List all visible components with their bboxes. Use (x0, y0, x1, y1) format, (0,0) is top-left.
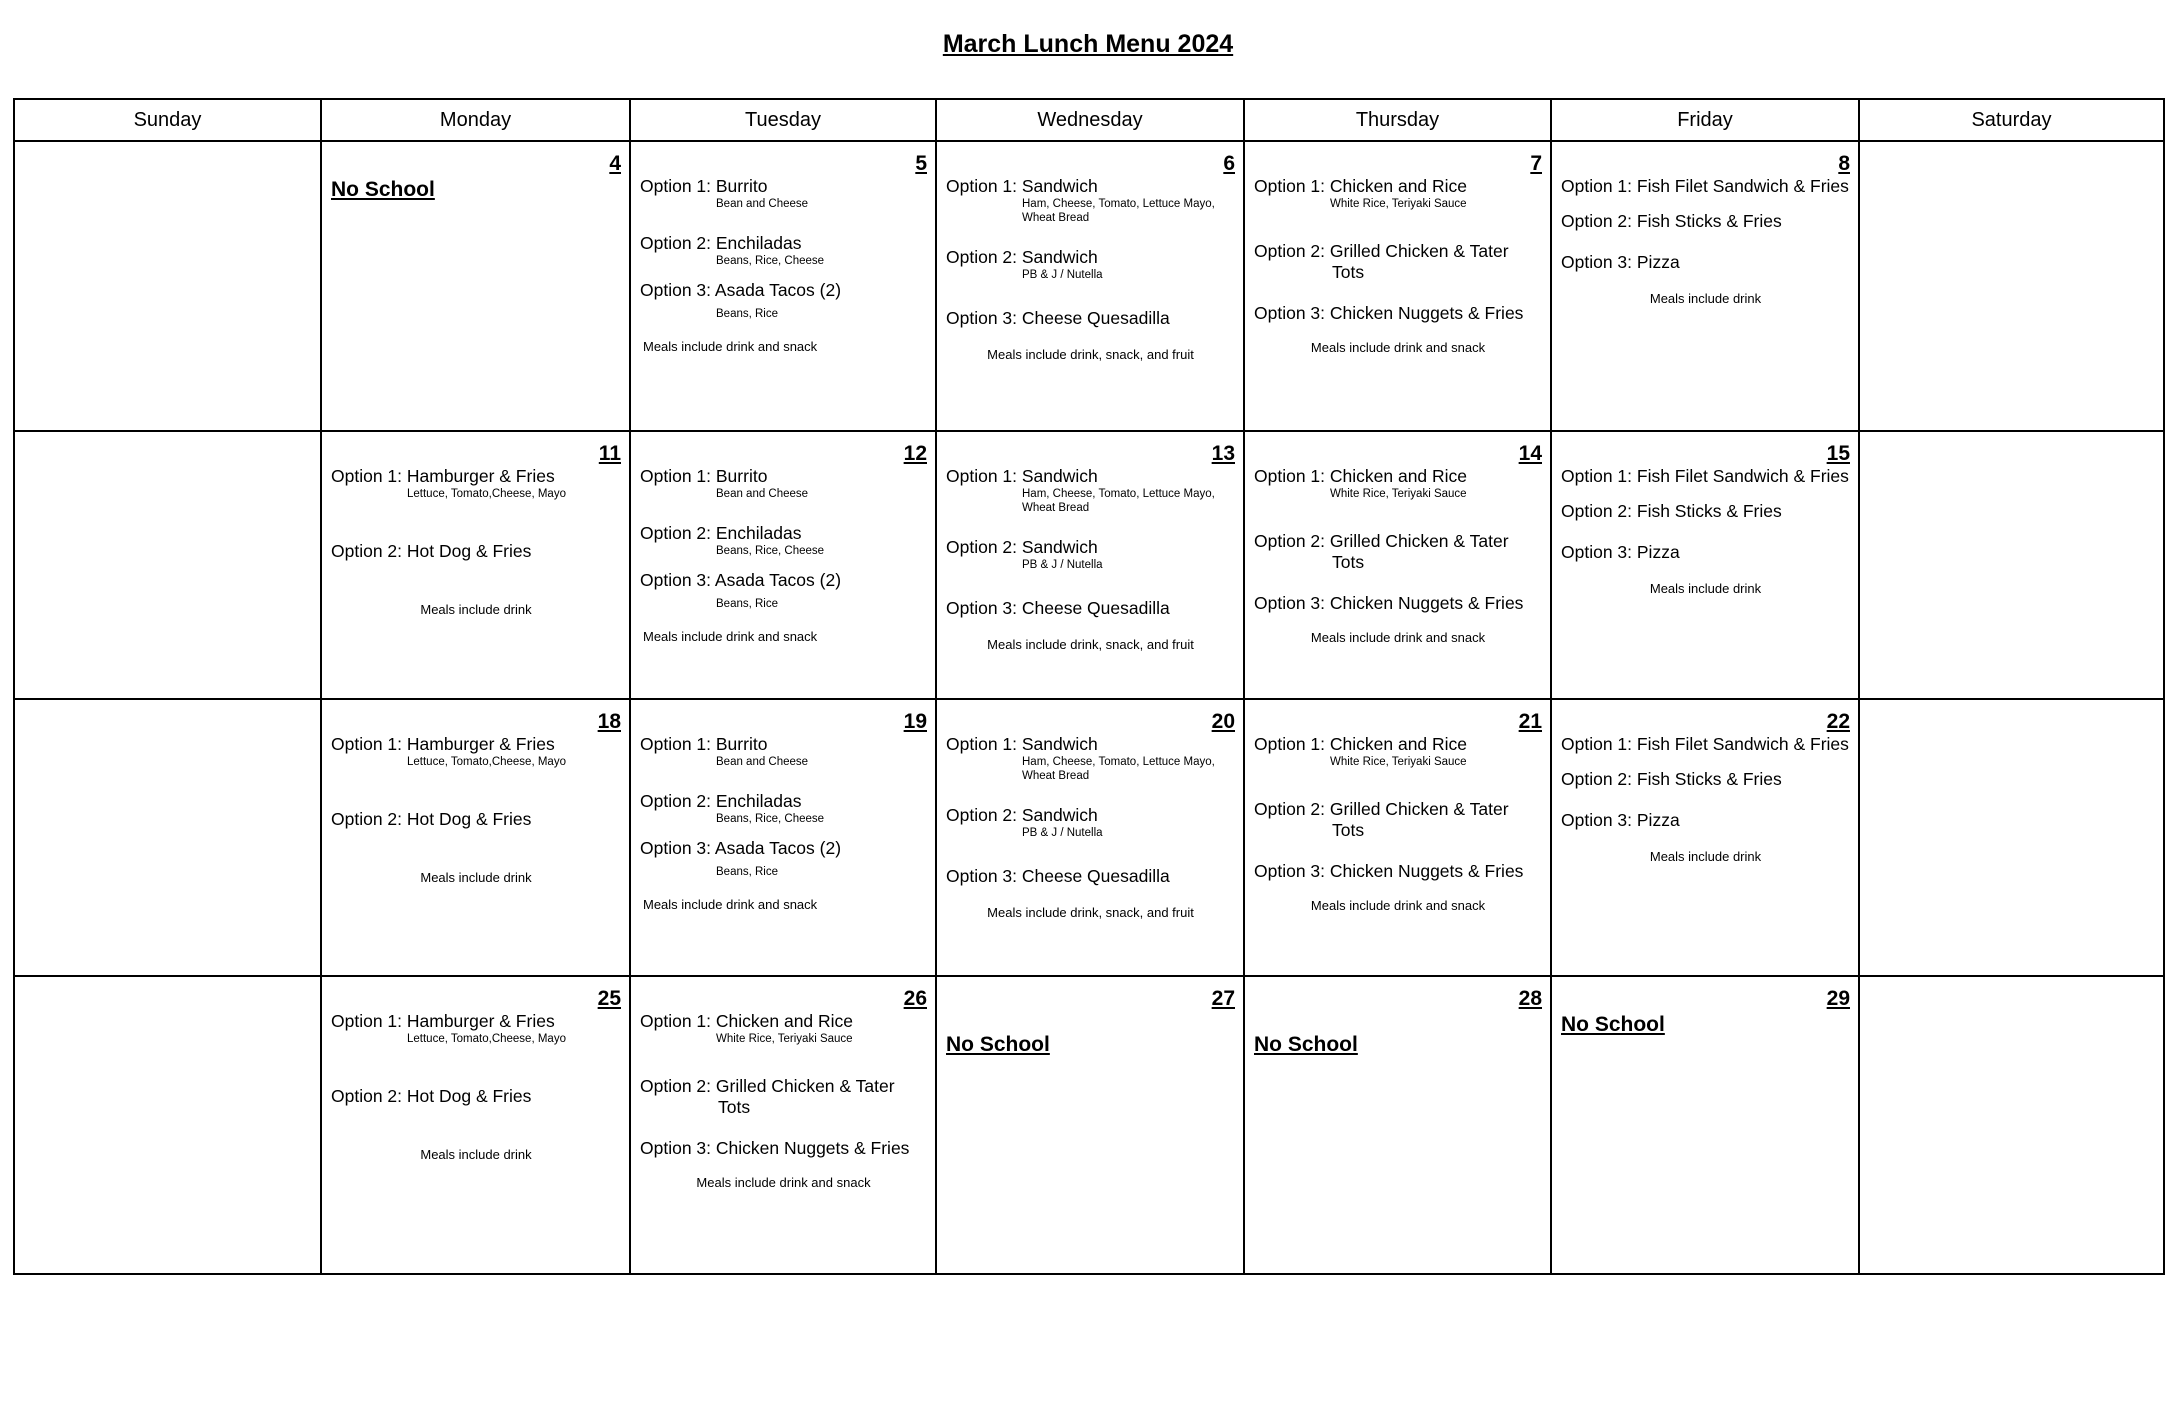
meal-note: Meals include drink, snack, and fruit (987, 637, 1194, 652)
day-number: 18 (597, 710, 621, 733)
day-cell (1551, 976, 1859, 1274)
meal-note: Meals include drink (1649, 849, 1762, 864)
day-number: 11 (598, 442, 621, 465)
day-cell (1551, 141, 1859, 431)
menu-option-details: White Rice, Teriyaki Sauce (1330, 198, 1467, 210)
week-row (14, 431, 2164, 699)
week-row (14, 976, 2164, 1274)
menu-option: Option 3: Chicken Nuggets & Fries (1254, 303, 1524, 323)
day-cell (1551, 699, 1859, 976)
menu-option: Option 2: Enchiladas (640, 233, 802, 253)
day-cell (630, 976, 936, 1274)
menu-option: Option 3: Pizza (1561, 252, 1680, 272)
menu-option: Option 3: Chicken Nuggets & Fries (1254, 593, 1524, 613)
meal-note: Meals include drink (420, 602, 532, 617)
menu-option: Option 1: Chicken and Rice (1254, 734, 1468, 754)
meal-note: Meals include drink, snack, and fruit (987, 905, 1194, 920)
meal-note: Meals include drink (1649, 581, 1762, 596)
day-cell-empty (1859, 431, 2164, 699)
menu-option-details: Lettuce, Tomato,Cheese, Mayo (407, 488, 566, 500)
menu-option-details: Lettuce, Tomato,Cheese, Mayo (407, 1033, 566, 1045)
day-cell-empty (14, 431, 321, 699)
menu-option: Option 3: Chicken Nuggets & Fries (1254, 861, 1524, 881)
day-cell-empty (14, 699, 321, 976)
day-number: 25 (597, 987, 621, 1010)
no-school-label: No School (331, 178, 435, 201)
menu-option-details: Beans, Rice (716, 866, 779, 878)
menu-option-details: Bean and Cheese (716, 198, 809, 210)
meal-note: Meals include drink (1649, 291, 1762, 306)
day-number: 14 (1518, 442, 1542, 465)
menu-option: Option 3: Chicken Nuggets & Fries (640, 1138, 910, 1158)
menu-option: Option 3: Asada Tacos (2) (640, 570, 842, 590)
day-cell (936, 976, 1244, 1274)
weekday-header: Thursday (1244, 99, 1551, 141)
day-cell-empty (14, 141, 321, 431)
menu-option-details: PB & J / Nutella (1022, 559, 1103, 571)
menu-option-details: White Rice, Teriyaki Sauce (1330, 488, 1467, 500)
menu-option: Option 1: Burrito (640, 734, 768, 754)
menu-option-details: Beans, Rice, Cheese (716, 813, 825, 825)
menu-option-details: Beans, Rice, Cheese (716, 255, 825, 267)
day-cell (321, 141, 630, 431)
day-number: 7 (1530, 152, 1542, 175)
menu-option: Option 1: Sandwich (946, 466, 1098, 486)
weekday-header: Friday (1551, 99, 1859, 141)
menu-option: Option 2: Sandwich (946, 805, 1098, 825)
menu-option: Option 1: Burrito (640, 466, 768, 486)
menu-option: Option 1: Chicken and Rice (1254, 176, 1468, 196)
menu-option: Option 1: Sandwich (946, 176, 1098, 196)
day-number: 22 (1826, 710, 1850, 733)
meal-note: Meals include drink (420, 1147, 532, 1162)
menu-option: Option 2: Fish Sticks & Fries (1561, 211, 1782, 231)
day-cell (1244, 141, 1551, 431)
weekday-header: Wednesday (936, 99, 1244, 141)
menu-option-details: White Rice, Teriyaki Sauce (716, 1033, 853, 1045)
weekday-header: Saturday (1859, 99, 2164, 141)
menu-option-details: Bean and Cheese (716, 488, 809, 500)
page-title: March Lunch Menu 2024 (942, 30, 1234, 58)
menu-option: Option 1: Fish Filet Sandwich & Fries (1561, 466, 1849, 486)
day-cell (630, 431, 936, 699)
menu-option-details: Lettuce, Tomato,Cheese, Mayo (407, 756, 566, 768)
menu-option: Option 1: Burrito (640, 176, 768, 196)
calendar-table (13, 98, 2165, 1275)
menu-option: Option 2: Hot Dog & Fries (331, 809, 532, 829)
menu-option: Option 3: Asada Tacos (2) (640, 280, 842, 300)
menu-option: Option 2: Grilled Chicken & Tater Tots (640, 1076, 895, 1117)
menu-option: Option 2: Grilled Chicken & Tater Tots (1254, 531, 1509, 572)
menu-option-details: Ham, Cheese, Tomato, Lettuce Mayo, Wheat Bread (1022, 488, 1215, 514)
menu-option: Option 2: Enchiladas (640, 791, 802, 811)
menu-option-details: PB & J / Nutella (1022, 827, 1103, 839)
menu-option: Option 3: Cheese Quesadilla (946, 866, 1170, 886)
menu-option: Option 1: Chicken and Rice (1254, 466, 1468, 486)
day-number: 20 (1211, 710, 1235, 733)
menu-option-details: Ham, Cheese, Tomato, Lettuce Mayo, Wheat Bread (1022, 756, 1215, 782)
menu-option: Option 3: Pizza (1561, 810, 1680, 830)
menu-option: Option 3: Cheese Quesadilla (946, 308, 1170, 328)
menu-option: Option 2: Grilled Chicken & Tater Tots (1254, 799, 1509, 840)
menu-option-details: PB & J / Nutella (1022, 269, 1103, 281)
day-cell-empty (1859, 699, 2164, 976)
meal-note: Meals include drink and snack (1310, 340, 1486, 355)
day-cell (936, 699, 1244, 976)
day-cell (321, 699, 630, 976)
day-number: 8 (1838, 152, 1850, 175)
day-number: 29 (1826, 987, 1850, 1010)
menu-option: Option 1: Sandwich (946, 734, 1098, 754)
menu-option: Option 1: Hamburger & Fries (331, 1011, 555, 1031)
meal-note: Meals include drink and snack (1310, 630, 1486, 645)
day-number: 12 (903, 442, 927, 465)
week-row (14, 141, 2164, 431)
menu-option: Option 1: Hamburger & Fries (331, 466, 555, 486)
day-cell (1244, 431, 1551, 699)
menu-option-details: Beans, Rice (716, 598, 779, 610)
day-cell (936, 141, 1244, 431)
day-cell (1551, 431, 1859, 699)
menu-option: Option 2: Grilled Chicken & Tater Tots (1254, 241, 1509, 282)
no-school-label: No School (946, 1033, 1050, 1056)
menu-option-details: Bean and Cheese (716, 756, 809, 768)
day-number: 27 (1211, 987, 1235, 1010)
day-cell-empty (14, 976, 321, 1274)
menu-option: Option 1: Chicken and Rice (640, 1011, 854, 1031)
menu-option: Option 2: Hot Dog & Fries (331, 541, 532, 561)
meal-note: Meals include drink (420, 870, 532, 885)
day-cell (1244, 976, 1551, 1274)
meal-note: Meals include drink, snack, and fruit (987, 347, 1194, 362)
day-number: 6 (1223, 152, 1235, 175)
meal-note: Meals include drink and snack (696, 1175, 871, 1190)
meal-note: Meals include drink and snack (643, 629, 818, 644)
week-row (14, 699, 2164, 976)
day-number: 5 (915, 152, 927, 175)
weekday-header: Monday (321, 99, 630, 141)
day-cell (321, 431, 630, 699)
day-number: 19 (903, 710, 927, 733)
day-number: 4 (609, 152, 621, 175)
day-cell-empty (1859, 141, 2164, 431)
menu-option: Option 2: Enchiladas (640, 523, 802, 543)
meal-note: Meals include drink and snack (1310, 898, 1486, 913)
menu-option: Option 2: Sandwich (946, 247, 1098, 267)
menu-option: Option 3: Cheese Quesadilla (946, 598, 1170, 618)
day-number: 13 (1211, 442, 1235, 465)
menu-option: Option 1: Fish Filet Sandwich & Fries (1561, 176, 1849, 196)
menu-option-details: Beans, Rice (716, 308, 779, 320)
menu-option: Option 2: Fish Sticks & Fries (1561, 769, 1782, 789)
day-number: 26 (903, 987, 927, 1010)
day-cell (1244, 699, 1551, 976)
day-number: 28 (1518, 987, 1542, 1010)
day-number: 15 (1826, 442, 1850, 465)
menu-option: Option 1: Hamburger & Fries (331, 734, 555, 754)
menu-option: Option 2: Sandwich (946, 537, 1098, 557)
menu-option: Option 3: Pizza (1561, 542, 1680, 562)
day-number: 21 (1518, 710, 1542, 733)
day-cell-empty (1859, 976, 2164, 1274)
menu-option-details: White Rice, Teriyaki Sauce (1330, 756, 1467, 768)
menu-option: Option 2: Hot Dog & Fries (331, 1086, 532, 1106)
day-cell (630, 699, 936, 976)
day-cell (630, 141, 936, 431)
menu-option: Option 1: Fish Filet Sandwich & Fries (1561, 734, 1849, 754)
no-school-label: No School (1254, 1033, 1358, 1056)
weekday-header: Sunday (14, 99, 321, 141)
no-school-label: No School (1561, 1013, 1665, 1036)
day-cell (321, 976, 630, 1274)
weekday-header-row (14, 99, 2164, 141)
meal-note: Meals include drink and snack (643, 897, 818, 912)
day-cell (936, 431, 1244, 699)
weekday-header: Tuesday (630, 99, 936, 141)
meal-note: Meals include drink and snack (643, 339, 818, 354)
menu-option: Option 3: Asada Tacos (2) (640, 838, 842, 858)
menu-option-details: Ham, Cheese, Tomato, Lettuce Mayo, Wheat Bread (1022, 198, 1215, 224)
menu-option: Option 2: Fish Sticks & Fries (1561, 501, 1782, 521)
menu-option-details: Beans, Rice, Cheese (716, 545, 825, 557)
